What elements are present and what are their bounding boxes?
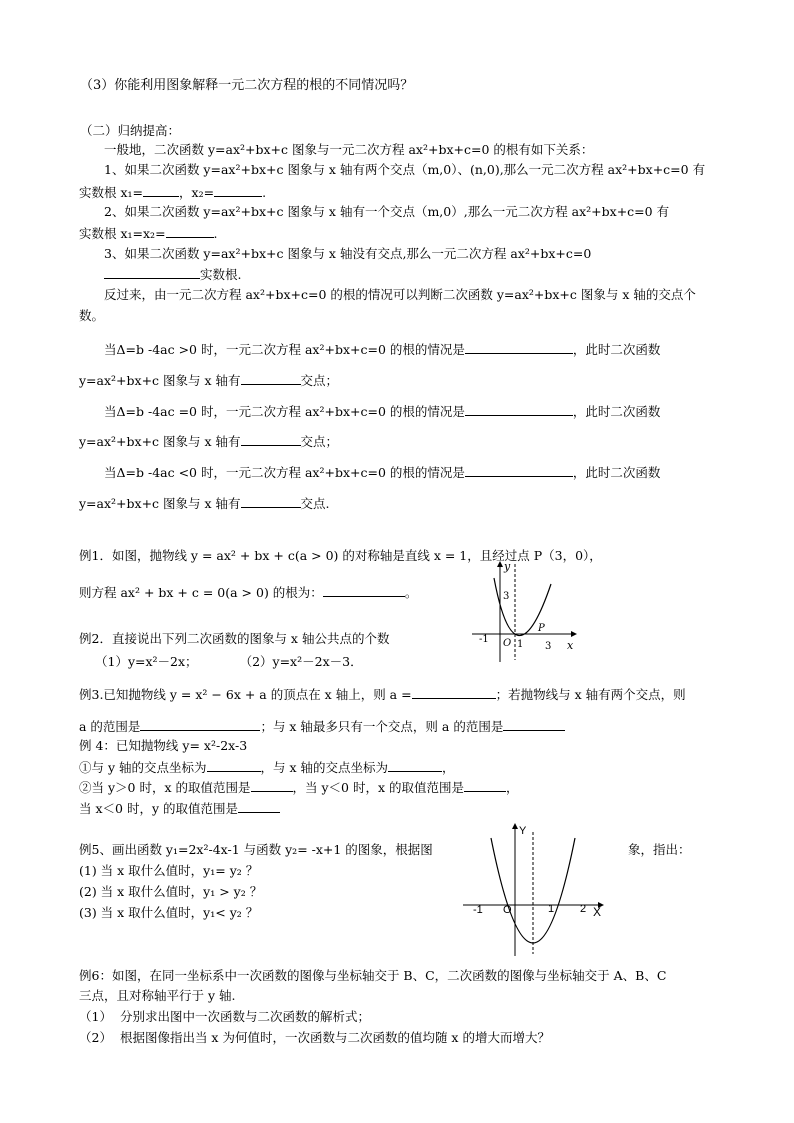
y-label: Y bbox=[519, 825, 527, 837]
parabola-figure-2 bbox=[455, 818, 615, 960]
delta-negative-line2: y=ax²+bx+c 图象与 x 轴有 交点. bbox=[79, 496, 330, 511]
origin-label: O bbox=[503, 638, 512, 649]
case3-line1: 3、如果二次函数 y=ax²+bx+c 图象与 x 轴没有交点,那么一元二次方程 ax²+bx+c=0 bbox=[104, 246, 592, 261]
blank-x2[interactable] bbox=[214, 184, 262, 197]
question-3: （3）你能利用图象解释一元二次方程的根的不同情况吗？ bbox=[80, 78, 414, 93]
example-2-line2: （1）y=x²－2x； （2）y=x²－2x－3． bbox=[95, 654, 363, 669]
intro-text: 一般地，二次函数 y=ax²+bx+c 图象与一元二次方程 ax²+bx+c=0 的根有如下关系： bbox=[104, 142, 594, 157]
example-5-line1-end: 象，指出： bbox=[628, 842, 691, 857]
example-5-q1: (1) 当 x 取什么值时，y₁= y₂ ？ bbox=[79, 863, 259, 878]
case3-line2: 实数根. bbox=[104, 266, 241, 283]
delta-zero-line2: y=ax²+bx+c 图象与 x 轴有 交点； bbox=[79, 434, 339, 449]
example-4-line1: 例 4：已知抛物线 y= x²-2x-3 bbox=[79, 738, 248, 753]
example-6-q1: （1） 分别求出图中一次函数与二次函数的解析式； bbox=[79, 1009, 370, 1024]
tick-3: 3 bbox=[545, 641, 552, 652]
example-4-line3: ②当 y＞0 时，x 的取值范围是 ，当 y＜0 时，x 的取值范围是 ， bbox=[79, 780, 519, 795]
example-4-line4: 当 x＜0 时，y 的取值范围是 bbox=[79, 800, 280, 817]
case1-line1: 1、如果二次函数 y=ax²+bx+c 图象与 x 轴有两个交点（m,0）、(n,0),那么一元二次方程 ax²+bx+c=0 有 bbox=[104, 162, 706, 177]
section-heading: （二）归纳提高： bbox=[80, 123, 181, 138]
origin-label: O bbox=[503, 904, 512, 916]
example-4-line2: ①与 y 轴的交点坐标为 ，与 x 轴的交点坐标为 ， bbox=[79, 760, 455, 775]
blank-d2-count[interactable] bbox=[241, 433, 301, 446]
example-6-line2: 三点，且对称轴平行于 y 轴. bbox=[79, 988, 236, 1003]
delta-zero-line1: 当Δ=b -4ac =0 时，一元二次方程 ax²+bx+c=0 的根的情况是 ，此时二次函数 bbox=[104, 404, 661, 419]
tick-y-3: 3 bbox=[503, 591, 510, 602]
blank-ex4-yint[interactable] bbox=[207, 759, 261, 772]
blank-ex4-yrange[interactable] bbox=[238, 800, 280, 813]
blank-ex4-neg[interactable] bbox=[464, 779, 506, 792]
blank-x1x2[interactable] bbox=[166, 225, 214, 238]
blank-d1-count[interactable] bbox=[241, 372, 301, 385]
point-p-label: P bbox=[538, 623, 545, 634]
x-label: x bbox=[567, 639, 574, 652]
blank-case3[interactable] bbox=[104, 266, 200, 279]
tick-1: 1 bbox=[517, 639, 524, 650]
example-6-q2: （2） 根据图像指出当 x 为何值时，一次函数与二次函数的值均随 x 的增大而增大？ bbox=[79, 1030, 550, 1045]
blank-d3-count[interactable] bbox=[241, 495, 301, 508]
example-1-line2: 则方程 ax² + bx + c = 0(a > 0) 的根为： 。 bbox=[79, 585, 418, 600]
case2-line2: 实数根 x₁=x₂= . bbox=[79, 226, 218, 241]
example-2-line1: 例2．直接说出下列二次函数的图象与 x 轴公共点的个数 bbox=[79, 631, 390, 646]
blank-x1[interactable] bbox=[143, 184, 179, 197]
example-1-line1: 例1．如图，抛物线 y = ax² + bx + c(a > 0) 的对称轴是直线 x = 1，且经过点 P（3，0）， bbox=[79, 548, 602, 563]
example-3-line1: 例3.已知抛物线 y = x² − 6x + a 的顶点在 x 轴上，则 a = ；若抛物线与 x 轴有两个交点，则 bbox=[79, 687, 686, 702]
blank-ex3-range1[interactable] bbox=[140, 718, 260, 731]
tick-minus-1: -1 bbox=[479, 634, 489, 645]
tick-1: 1 bbox=[548, 903, 555, 915]
example-5-line1: 例5、画出函数 y₁=2x²-4x-1 与函数 y₂= -x+1 的图象，根据图 bbox=[79, 842, 433, 857]
case1-line2: 实数根 x₁= ，x₂= . bbox=[79, 185, 267, 200]
delta-positive-line1: 当Δ=b -4ac >0 时，一元二次方程 ax²+bx+c=0 的根的情况是 ，此时二次函数 bbox=[104, 342, 661, 357]
blank-ex4-xint[interactable] bbox=[388, 759, 442, 772]
blank-ex3-a[interactable] bbox=[412, 686, 496, 699]
blank-ex3-range2[interactable] bbox=[503, 718, 565, 731]
example-5-q3: (3) 当 x 取什么值时，y₁< y₂ ？ bbox=[79, 905, 259, 920]
case2-line1: 2、如果二次函数 y=ax²+bx+c 图象与 x 轴有一个交点（m,0）,那么一元二次方程 ax²+bx+c=0 有 bbox=[104, 204, 670, 219]
reverse-line1: 反过来，由一元二次方程 ax²+bx+c=0 的根的情况可以判断二次函数 y=ax²+bx+c 图象与 x 轴的交点个 bbox=[104, 287, 696, 302]
blank-d3-roots[interactable] bbox=[465, 464, 573, 477]
tick-2: 2 bbox=[580, 903, 587, 915]
example-6-line1: 例6：如图，在同一坐标系中一次函数的图像与坐标轴交于 B、C，二次函数的图像与坐标轴交于 A、B、C bbox=[79, 968, 667, 983]
blank-ex1-roots[interactable] bbox=[323, 584, 405, 597]
blank-ex4-pos[interactable] bbox=[251, 779, 293, 792]
parabola-figure-1 bbox=[470, 558, 582, 666]
delta-negative-line1: 当Δ=b -4ac <0 时，一元二次方程 ax²+bx+c=0 的根的情况是 ，此时二次函数 bbox=[104, 465, 661, 480]
y-label: y bbox=[504, 560, 511, 573]
blank-d1-roots[interactable] bbox=[465, 341, 573, 354]
example-5-q2: (2) 当 x 取什么值时，y₁ > y₂ ？ bbox=[79, 884, 263, 899]
tick-minus-1: -1 bbox=[473, 904, 483, 916]
reverse-line2: 数。 bbox=[79, 308, 105, 323]
x-label: X bbox=[593, 905, 602, 919]
blank-d2-roots[interactable] bbox=[465, 403, 573, 416]
example-3-line2: a 的范围是 ；与 x 轴最多只有一个交点，则 a 的范围是 bbox=[79, 718, 565, 735]
delta-positive-line2: y=ax²+bx+c 图象与 x 轴有 交点； bbox=[79, 373, 339, 388]
